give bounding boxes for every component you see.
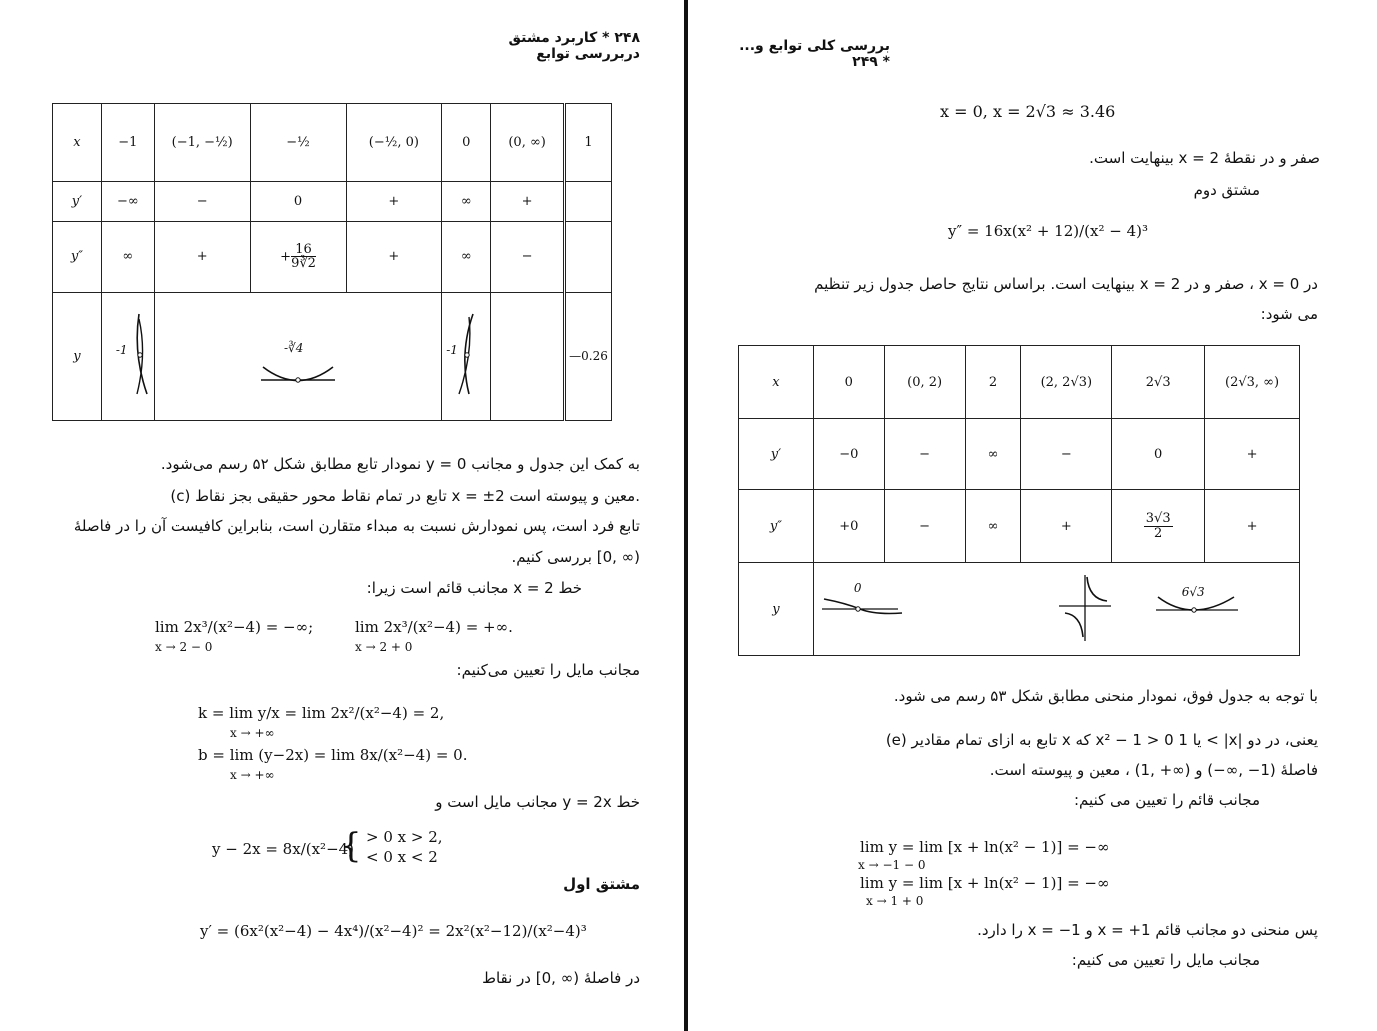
left-para-9: در فاصلهٔ (∞ ,0] در نقاط — [482, 969, 640, 987]
b-formula-sub: x → +∞ — [230, 768, 275, 782]
right-para-1: صفر و در نقطهٔ x = 2 بینهایت است. — [1089, 149, 1320, 167]
r-cell-y1-5: 0 — [1112, 419, 1205, 490]
cell-y1-1: −∞ — [101, 182, 154, 222]
right-para-7: فاصلهٔ (1− ,∞−) و (∞+ ,1) ، معین و پیوسته است. — [989, 761, 1318, 779]
r-cell-x-5: 2√3 — [1112, 346, 1205, 419]
vertical-asymptote-lim-2: lim y = lim [x + ln(x² − 1)] = −∞ — [860, 874, 1110, 892]
cell-y1-4: + — [346, 182, 442, 222]
sketch-label-1: -1 — [115, 342, 128, 357]
cell-y-1 — [101, 292, 154, 420]
sign-formula-lhs: y − 2x = 8x/(x²−4) — [212, 840, 355, 858]
lim-formula-1-sub: x → 2 − 0 — [155, 640, 213, 654]
cell-y2-4: + — [346, 222, 442, 292]
r-cell-y1-3: ∞ — [965, 419, 1021, 490]
r-sketch-label-2: 6√3 — [1181, 585, 1205, 599]
left-para-4: (∞ ,0] بررسی کنیم. — [511, 548, 640, 566]
cell-y1-5: ∞ — [442, 182, 491, 222]
right-para-5: با توجه به جدول فوق، نمودار منحنی مطابق شکل ۵۳ رسم می شود. — [893, 687, 1318, 705]
cell-y-5 — [442, 292, 491, 420]
cell-y1-2: − — [154, 182, 250, 222]
r-cell-y2-2: − — [884, 490, 965, 563]
row-label-y2: y″ — [53, 222, 102, 292]
r-cell-x-2: (0, 2) — [884, 346, 965, 419]
lim-formula-2: lim 2x³/(x²−4) = +∞. — [355, 618, 513, 636]
yprime-formula: y′ = (6x²(x²−4) − 4x⁴)/(x²−4)² = 2x²(x²−12)/(x²−4)³ — [200, 922, 587, 940]
r-frac-den: 2 — [1154, 525, 1163, 541]
r-row-label-y: y — [739, 563, 814, 656]
left-para-7: خط y = 2x مجانب مایل است و — [435, 793, 640, 811]
right-para-8: مجانب قائم را تعیین می کنیم: — [1074, 791, 1260, 809]
cell-y2-3: + $\frac{16}{9∛2}$ — [250, 222, 346, 292]
sketch-label-2: -∛4 — [284, 340, 304, 355]
cell-x-6: (0, ∞) — [491, 104, 565, 182]
cell-x-3: −½ — [250, 104, 346, 182]
r-frac-num: 3√3 — [1145, 510, 1171, 526]
r-cell-y-minimum — [1112, 563, 1300, 656]
right-para-4: می شود: — [1260, 305, 1318, 323]
r-cell-y1-4: − — [1021, 419, 1112, 490]
row-label-y: y — [53, 292, 102, 420]
cell-y2-6: − — [491, 222, 565, 292]
variation-table-left — [52, 103, 612, 421]
left-para-1: به کمک این جدول و مجانب y = 0 نمودار تابع مطابق شکل ۵۲ رسم می‌شود. — [160, 455, 640, 473]
cell-y-7: —0.26 — [565, 292, 612, 420]
cell-y2-1: ∞ — [101, 222, 154, 292]
frac-num: 16 — [291, 243, 316, 258]
page-header-left: ۲۴۸ * کاربرد مشتق دربررسی توابع — [508, 30, 640, 62]
right-para-2: مشتق دوم — [1193, 181, 1260, 199]
ysecond-formula: y″ = 16x(x² + 12)/(x² − 4)³ — [948, 222, 1148, 240]
r-cell-y-inflection — [813, 563, 965, 656]
right-para-3: در x = 0 ، صفر و در 2 = x بینهایت است. براساس نتایج حاصل جدول زیر تنظیم — [814, 275, 1318, 293]
right-para-10: مجانب مایل را تعیین می کنیم: — [1071, 951, 1260, 969]
left-para-2: (c) تابع در تمام نقاط محور حقیقی بجز نقاط x = ±2 معین و پیوسته است. — [170, 487, 640, 505]
r-cell-x-6: (2√3, ∞) — [1205, 346, 1300, 419]
k-formula-sub: x → +∞ — [230, 726, 275, 740]
r-row-label-y1: y′ — [739, 419, 814, 490]
r-cell-y2-4: + — [1021, 490, 1112, 563]
r-row-label-y2: y″ — [739, 490, 814, 563]
r-cell-y2-5 — [1112, 490, 1205, 563]
left-para-5: خط x = 2 مجانب قائم است زیرا: — [366, 579, 582, 597]
cell-y2-2: + — [154, 222, 250, 292]
r-cell-x-3: 2 — [965, 346, 1021, 419]
r-cell-y1-2: − — [884, 419, 965, 490]
lim-formula-2-sub: x → 2 + 0 — [355, 640, 413, 654]
sketch-left-asymptote — [103, 309, 153, 399]
vertical-asymptote-lim-2-sub: x → 1 + 0 — [866, 894, 924, 908]
sketch-label-3: -1 — [446, 342, 458, 357]
sign-case-1: > 0 x > 2, — [366, 828, 443, 846]
cell-x-2: (−1, −½) — [154, 104, 250, 182]
frac-den: 9∛2 — [291, 256, 316, 272]
brace-glyph: { — [340, 826, 362, 866]
cell-y2-5: ∞ — [442, 222, 491, 292]
cell-x-4: (−½, 0) — [346, 104, 442, 182]
cell-x-7: 1 — [565, 104, 612, 182]
k-formula: k = lim y/x = lim 2x²/(x²−4) = 2, — [198, 704, 445, 722]
page-divider — [684, 0, 688, 1031]
r-cell-y-asymptote — [965, 563, 1112, 656]
r-row-label-x: x — [739, 346, 814, 419]
right-para-6: (e) تابع به ازای تمام مقادیر x که x² − 1 > 0 یا 1 < |x| یعنی، در دو — [885, 731, 1318, 749]
r-cell-y1-1: −0 — [813, 419, 884, 490]
left-page — [0, 0, 685, 1031]
row-label-x: x — [53, 104, 102, 182]
r-cell-y2-1: +0 — [813, 490, 884, 563]
left-para-6: مجانب مایل را تعیین می‌کنیم: — [456, 661, 640, 679]
cell-y1-6: + — [491, 182, 565, 222]
r-cell-x-4: (2, 2√3) — [1021, 346, 1112, 419]
cell-y1-3: 0 — [250, 182, 346, 222]
sketch-inflection-curve — [820, 583, 910, 633]
critical-points-formula: x = 0, x = 2√3 ≈ 3.46 — [940, 102, 1116, 121]
r-cell-x-1: 0 — [813, 346, 884, 419]
cell-y1-7 — [565, 182, 612, 222]
vertical-asymptote-lim-1-sub: x → −1 − 0 — [858, 858, 926, 872]
r-cell-y2-6: + — [1205, 490, 1300, 563]
page-header-right: بررسی کلی توابع و... * ۲۴۹ — [739, 38, 890, 70]
row-label-y1: y′ — [53, 182, 102, 222]
r-cell-y2-3: ∞ — [965, 490, 1021, 563]
r-cell-y1-6: + — [1205, 419, 1300, 490]
left-para-8: مشتق اول — [563, 875, 640, 893]
sign-case-2: < 0 x < 2 — [366, 848, 438, 866]
cell-y-min — [250, 292, 346, 420]
r-sketch-label-1: 0 — [853, 581, 862, 595]
b-formula: b = lim (y−2x) = lim 8x/(x²−4) = 0. — [198, 746, 468, 764]
cell-x-5: 0 — [442, 104, 491, 182]
variation-table-right — [738, 345, 1300, 656]
sketch-vertical-asymptote — [1055, 573, 1115, 643]
vertical-asymptote-lim-1: lim y = lim [x + ln(x² − 1)] = −∞ — [860, 838, 1110, 856]
right-para-9: پس منحنی دو مجانب قائم x = +1 و x = −1 را دارد. — [977, 921, 1318, 939]
cell-y2-7 — [565, 222, 612, 292]
cell-x-1: −1 — [101, 104, 154, 182]
right-page — [690, 0, 1377, 1031]
left-para-3: تابع فرد است، پس نمودارش نسبت به مبداء متقارن است، بنابراین کافیست آن را در فاصلهٔ — [73, 517, 640, 535]
lim-formula-1: lim 2x³/(x²−4) = −∞; — [155, 618, 314, 636]
